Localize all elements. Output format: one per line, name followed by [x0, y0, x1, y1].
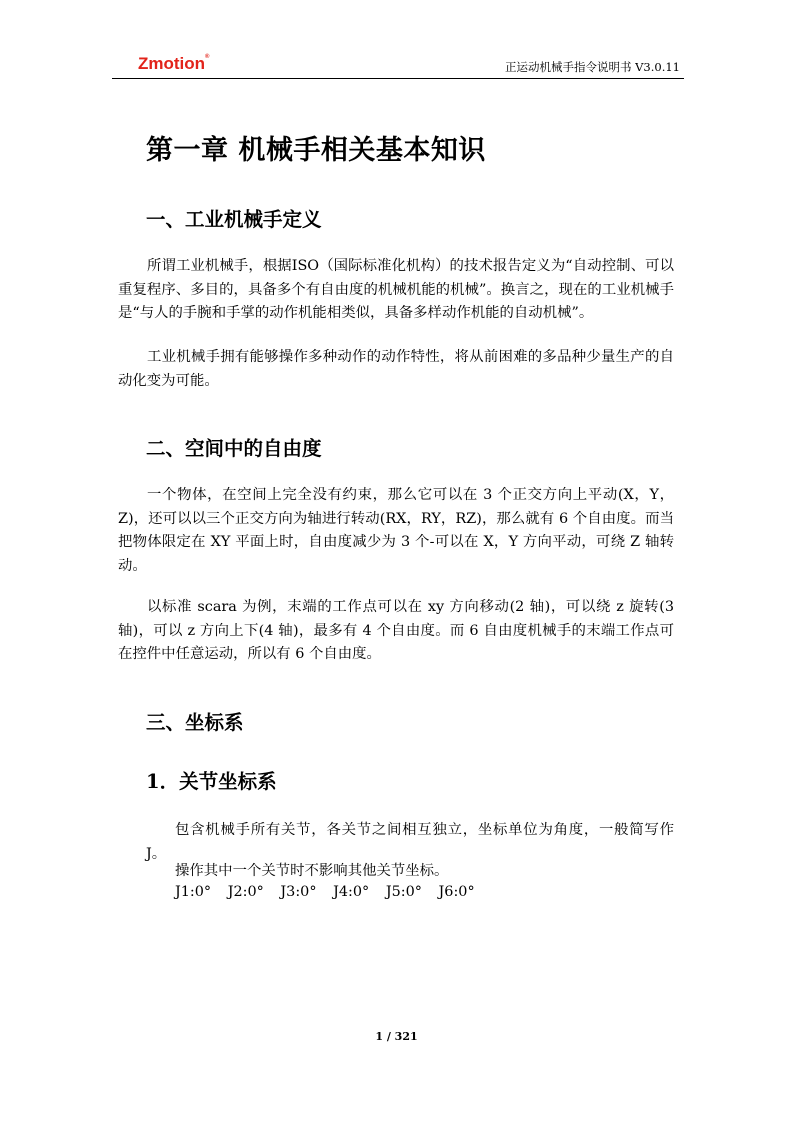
registered-mark: ® — [205, 54, 210, 60]
section-1-heading: 一、工业机械手定义 — [146, 208, 322, 231]
joint-value: J4:0° — [333, 884, 370, 900]
chapter-title: 第一章 机械手相关基本知识 — [146, 135, 486, 166]
page-number: 1 / 321 — [375, 1030, 418, 1043]
joint-value: J2:0° — [227, 884, 264, 900]
section-3-paragraph-1: 包含机械手所有关节，各关节之间相互独立，坐标单位为角度，一般简写作 J。 — [146, 822, 674, 862]
joint-value: J6:0° — [438, 884, 475, 900]
section-1-paragraph-1: 所谓工业机械手，根据ISO（国际标准化机构）的技术报告定义为“自动控制、可以重复程序、多目的，具备多个有自由度的机械机能的机械”。换言之，现在的工业机械手是“与人的手腕和手掌的动作机能相类似，具备多样动作机能的自动机械”。 — [118, 258, 674, 321]
joint-value: J1:0° — [175, 884, 212, 900]
section-2-paragraph-2: 以标准 scara 为例，末端的工作点可以在 xy 方向移动(2 轴)，可以绕 z 旋转(3 轴)，可以 z 方向上下(4 轴)，最多有 4 个自由度。而 6 自由度机械手的末端工作点可在控件中任意运动，所以有 6 个自由度。 — [118, 599, 674, 662]
joint-values — [175, 884, 487, 900]
joint-value: J3:0° — [280, 884, 317, 900]
document-title: 正运动机械手指令说明书 V3.0.11 — [504, 60, 680, 74]
zmotion-logo — [138, 54, 209, 74]
section-3-heading: 三、坐标系 — [146, 711, 244, 734]
section-1-paragraph-2: 工业机械手拥有能够操作多种动作的动作特性，将从前困难的多品种少量生产的自动化变为可能。 — [118, 349, 674, 389]
section-2-paragraph-1: 一个物体，在空间上完全没有约束，那么它可以在 3 个正交方向上平动(X，Y，Z)，还可以以三个正交方向为轴进行转动(RX，RY，RZ)，那么就有 6 个自由度。而当把物体限定在 XY 平面上时，自由度减少为 3 个-可以在 X，Y 方向平动，可绕 Z 轴转动。 — [118, 487, 674, 574]
section-3-paragraph-2: 操作其中一个关节时不影响其他关节坐标。 — [175, 863, 449, 879]
page-header — [112, 52, 684, 79]
section-3-subheading-joint: 1．关节坐标系 — [146, 770, 277, 793]
section-2-heading: 二、空间中的自由度 — [146, 437, 322, 460]
joint-value: J5:0° — [385, 884, 422, 900]
logo-text: Zmotion — [138, 54, 206, 73]
